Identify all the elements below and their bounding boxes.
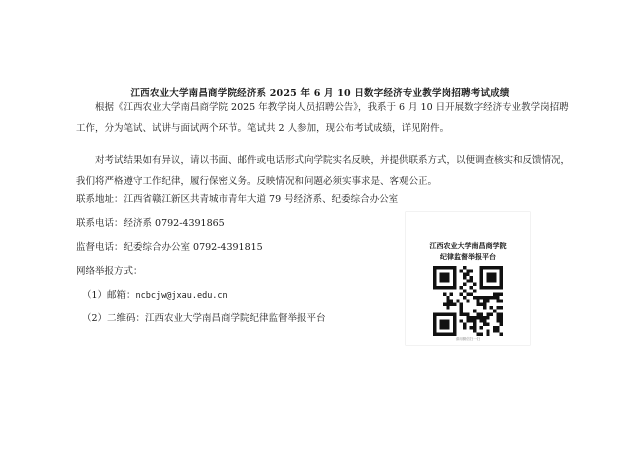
qr-card <box>406 212 530 345</box>
qr-card-title-line2: 纪律监督举报平台 <box>440 253 496 261</box>
supervision-phone-line <box>76 241 263 255</box>
method1-prefix: （1）邮箱： <box>82 290 136 301</box>
report-methods-heading: 网络举报方式： <box>76 266 143 277</box>
paragraph-objection: 对考试结果如有异议，请以书面、邮件或电话形式向学院实名反映，并提供联系方式，以便调查核实和反馈情况，我们将严格遵守工作纪律，履行保密义务。反映情况和问题必须实事求是、客观公正。 <box>76 155 571 187</box>
address-value: 江西省赣江新区共青城市青年大道 79 号经济系、纪委综合办公室 <box>123 194 399 205</box>
report-method-email-line <box>82 289 228 303</box>
phone-label: 联系电话： <box>76 218 124 229</box>
report-email-link[interactable]: ncbcjw@jxau.edu.cn <box>135 291 228 301</box>
supervision-label: 监督电话： <box>76 242 124 253</box>
qr-card-caption: 请用微信扫一扫 <box>455 337 481 341</box>
supervision-value: 纪委综合办公室 0792-4391815 <box>123 242 263 253</box>
qr-code-icon[interactable] <box>433 266 503 336</box>
method2-prefix: （2）二维码： <box>82 313 146 324</box>
address-label: 联系地址： <box>76 194 124 205</box>
method2-text: 江西农业大学南昌商学院纪律监督举报平台 <box>145 313 326 324</box>
page-title: 江西农业大学南昌商学院经济系 2025 年 6 月 10 日数字经济专业教学岗招聘考试成绩 <box>130 88 510 99</box>
qr-card-title-line1: 江西农业大学南昌商学院 <box>429 242 507 250</box>
paragraph-announcement: 根据《江西农业大学南昌商学院 2025 年教学岗人员招聘公告》，我系于 6 月 10 日开展数字经济专业教学岗招聘工作，分为笔试、试讲与面试两个环节。笔试共 2 人参加，现公布考试成绩，详见附件。 <box>76 102 569 134</box>
contact-phone-line <box>76 217 225 231</box>
phone-value: 经济系 0792-4391865 <box>123 218 225 229</box>
report-method-qr-line <box>82 312 326 326</box>
contact-address-line <box>76 193 398 207</box>
